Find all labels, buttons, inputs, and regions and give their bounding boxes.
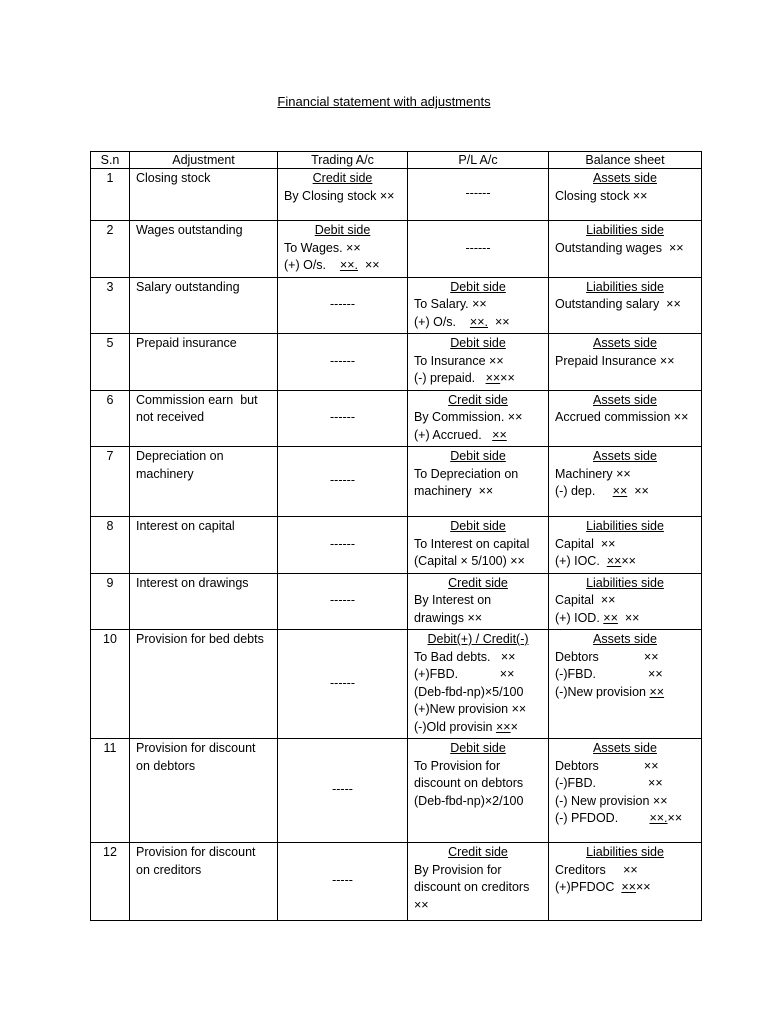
cell-pl-side-label: Debit side bbox=[450, 336, 506, 350]
cell-sn: 2 bbox=[91, 221, 130, 278]
cell-pl-side-label: Debit(+) / Credit(-) bbox=[427, 632, 529, 646]
cell-balance-sheet-entry: (-)FBD. ×× bbox=[555, 667, 663, 681]
adjustments-table bbox=[90, 151, 702, 921]
cell-pl-entry: By Interest on bbox=[414, 593, 492, 607]
cell-pl-side-label: Credit side bbox=[448, 392, 508, 407]
cell-balance-sheet bbox=[549, 447, 702, 517]
cell-pl-side-label: Debit side bbox=[450, 449, 506, 463]
cell-pl-empty: ------ bbox=[465, 240, 491, 255]
cell-sn: 10 bbox=[91, 630, 130, 739]
cell-balance-sheet-entry: (-) PFDOD. ××.×× bbox=[555, 811, 683, 825]
cell-pl-entry: To Bad debts. ×× bbox=[414, 649, 516, 664]
table-row bbox=[91, 739, 702, 843]
cell-sn: 11 bbox=[91, 739, 130, 843]
cell-balance-sheet-side-label: Assets side bbox=[593, 741, 657, 755]
cell-balance-sheet-entry: (+)PFDOC ×××× bbox=[555, 880, 651, 894]
cell-trading-side-label: Debit side bbox=[314, 223, 371, 237]
cell-trading bbox=[278, 843, 408, 921]
cell-balance-sheet-side-label: Assets side bbox=[593, 449, 657, 463]
cell-trading-side-label: Credit side bbox=[312, 171, 373, 185]
cell-pl-side-label: Debit side bbox=[450, 279, 506, 294]
cell-balance-sheet-side-label: Liabilities side bbox=[586, 519, 664, 533]
table-header-row bbox=[91, 152, 702, 169]
cell-pl-entry: By Commission. ×× bbox=[414, 410, 523, 424]
header-sn: S.n bbox=[91, 152, 130, 169]
cell-pl bbox=[408, 334, 549, 391]
cell-trading-empty: ------ bbox=[330, 410, 355, 424]
cell-sn: 6 bbox=[91, 390, 130, 447]
cell-sn: 5 bbox=[91, 334, 130, 391]
cell-balance-sheet-side-label: Liabilities side bbox=[586, 575, 664, 590]
cell-balance-sheet-side-label: Assets side bbox=[593, 392, 657, 407]
cell-balance-sheet bbox=[549, 277, 702, 334]
cell-pl-entry: (Deb-fbd-np)×2/100 bbox=[414, 793, 524, 808]
table-row bbox=[91, 169, 702, 221]
cell-trading bbox=[278, 447, 408, 517]
cell-balance-sheet-side-label: Liabilities side bbox=[586, 845, 664, 859]
cell-pl-entry: To Insurance ×× bbox=[414, 353, 504, 368]
cell-sn: 1 bbox=[91, 169, 130, 221]
cell-pl bbox=[408, 221, 549, 278]
table-row bbox=[91, 390, 702, 447]
cell-pl-entry: To Salary. ×× bbox=[414, 297, 487, 311]
cell-balance-sheet-side-label: Assets side bbox=[593, 632, 657, 646]
cell-adjustment: Salary outstanding bbox=[130, 277, 278, 334]
cell-balance-sheet bbox=[549, 390, 702, 447]
cell-balance-sheet-entry: (-)New provision ×× bbox=[555, 684, 665, 699]
cell-sn: 7 bbox=[91, 447, 130, 517]
cell-adjustment: Closing stock bbox=[130, 169, 278, 221]
cell-pl bbox=[408, 843, 549, 921]
document-title: Financial statement with adjustments bbox=[277, 94, 491, 109]
cell-balance-sheet bbox=[549, 334, 702, 391]
cell-pl bbox=[408, 390, 549, 447]
cell-pl-entry: ×× bbox=[414, 897, 429, 912]
cell-sn: 8 bbox=[91, 517, 130, 574]
cell-balance-sheet bbox=[549, 739, 702, 843]
cell-sn: 12 bbox=[91, 843, 130, 921]
cell-pl-entry: (Capital × 5/100) ×× bbox=[414, 554, 525, 568]
cell-pl bbox=[408, 277, 549, 334]
table-body bbox=[91, 169, 702, 921]
cell-balance-sheet-side-label: Liabilities side bbox=[586, 223, 664, 237]
cell-pl-entry: (+)New provision ×× bbox=[414, 702, 527, 716]
cell-pl-entry: To Interest on capital bbox=[414, 536, 530, 551]
cell-balance-sheet bbox=[549, 221, 702, 278]
table-row bbox=[91, 334, 702, 391]
table-row bbox=[91, 221, 702, 278]
cell-pl-side-label: Credit side bbox=[448, 575, 508, 590]
cell-balance-sheet bbox=[549, 169, 702, 221]
cell-trading-empty: ------ bbox=[330, 353, 355, 368]
cell-trading bbox=[278, 390, 408, 447]
cell-trading bbox=[278, 517, 408, 574]
cell-trading-entry: (+) O/s. ××. ×× bbox=[284, 258, 380, 272]
cell-pl-entry: discount on debtors bbox=[414, 776, 524, 790]
cell-pl-entry: To Depreciation on bbox=[414, 466, 519, 481]
cell-trading bbox=[278, 334, 408, 391]
cell-pl bbox=[408, 517, 549, 574]
cell-sn: 3 bbox=[91, 277, 130, 334]
cell-balance-sheet-entry: Creditors ×× bbox=[555, 862, 638, 877]
table-row bbox=[91, 517, 702, 574]
cell-pl bbox=[408, 447, 549, 517]
cell-trading-empty: ------ bbox=[330, 473, 355, 488]
table-row bbox=[91, 843, 702, 921]
cell-adjustment: Wages outstanding bbox=[130, 221, 278, 278]
cell-adjustment: Interest on capital bbox=[130, 517, 278, 574]
cell-balance-sheet-entry: Prepaid Insurance ×× bbox=[555, 353, 675, 368]
cell-pl-entry: drawings ×× bbox=[414, 610, 483, 625]
cell-trading-empty: ------ bbox=[330, 593, 355, 607]
cell-balance-sheet bbox=[549, 630, 702, 739]
cell-pl-empty: ------ bbox=[465, 186, 491, 201]
cell-pl-entry: (+) O/s. ××. ×× bbox=[414, 314, 510, 329]
cell-pl-entry: (+)FBD. ×× bbox=[414, 667, 515, 681]
cell-trading bbox=[278, 277, 408, 334]
cell-pl-entry: (-) prepaid. ×××× bbox=[414, 371, 515, 385]
cell-sn: 9 bbox=[91, 573, 130, 630]
cell-pl-side-label: Debit side bbox=[450, 519, 506, 533]
cell-balance-sheet-side-label: Assets side bbox=[593, 336, 657, 350]
cell-adjustment: Depreciation on machinery bbox=[130, 447, 278, 517]
cell-pl bbox=[408, 169, 549, 221]
cell-balance-sheet bbox=[549, 517, 702, 574]
cell-adjustment: Provision for discount on creditors bbox=[130, 843, 278, 921]
header-balance-sheet: Balance sheet bbox=[549, 152, 702, 169]
cell-balance-sheet-entry: (-)FBD. ×× bbox=[555, 776, 663, 790]
cell-balance-sheet-entry: Outstanding salary ×× bbox=[555, 297, 681, 311]
cell-balance-sheet-entry: Closing stock ×× bbox=[555, 188, 648, 203]
cell-balance-sheet-entry: (-) New provision ×× bbox=[555, 793, 668, 808]
cell-pl-entry: To Provision for bbox=[414, 758, 501, 773]
cell-pl-entry: machinery ×× bbox=[414, 484, 494, 498]
cell-balance-sheet bbox=[549, 573, 702, 630]
table-row bbox=[91, 447, 702, 517]
cell-balance-sheet-side-label: Assets side bbox=[593, 171, 657, 185]
cell-trading bbox=[278, 573, 408, 630]
cell-trading-empty: ------ bbox=[330, 675, 355, 690]
cell-pl-entry: (Deb-fbd-np)×5/100 bbox=[414, 684, 524, 699]
cell-balance-sheet-entry: Debtors ×× bbox=[555, 758, 659, 773]
header-adjustment: Adjustment bbox=[130, 152, 278, 169]
cell-trading-empty: ------ bbox=[330, 536, 355, 551]
cell-pl bbox=[408, 630, 549, 739]
cell-adjustment: Interest on drawings bbox=[130, 573, 278, 630]
cell-trading bbox=[278, 169, 408, 221]
cell-pl-side-label: Debit side bbox=[450, 741, 506, 755]
cell-balance-sheet-entry: (+) IOD. ×× ×× bbox=[555, 610, 640, 625]
table-row bbox=[91, 630, 702, 739]
cell-pl bbox=[408, 573, 549, 630]
header-trading: Trading A/c bbox=[278, 152, 408, 169]
table-row bbox=[91, 277, 702, 334]
cell-trading-empty: ----- bbox=[332, 873, 353, 888]
cell-trading-empty: ------ bbox=[330, 297, 355, 311]
cell-balance-sheet-side-label: Liabilities side bbox=[586, 279, 664, 294]
cell-balance-sheet-entry: Accrued commission ×× bbox=[555, 410, 689, 424]
cell-balance-sheet-entry: (-) dep. ×× ×× bbox=[555, 484, 649, 498]
cell-adjustment: Provision for bed debts bbox=[130, 630, 278, 739]
cell-balance-sheet bbox=[549, 843, 702, 921]
cell-adjustment: Provision for discount on debtors bbox=[130, 739, 278, 843]
cell-pl-entry: By Provision for bbox=[414, 862, 502, 877]
cell-pl-entry: (-)Old provisin ××× bbox=[414, 719, 518, 734]
cell-adjustment: Commission earn but not received bbox=[130, 390, 278, 447]
cell-balance-sheet-entry: Machinery ×× bbox=[555, 466, 631, 481]
cell-trading bbox=[278, 739, 408, 843]
cell-balance-sheet-entry: Capital ×× bbox=[555, 536, 616, 551]
cell-trading-entry: To Wages. ×× bbox=[284, 240, 361, 255]
cell-trading bbox=[278, 221, 408, 278]
cell-balance-sheet-entry: (+) IOC. ×××× bbox=[555, 554, 636, 568]
cell-pl bbox=[408, 739, 549, 843]
cell-pl-entry: (+) Accrued. ×× bbox=[414, 427, 507, 442]
header-pl: P/L A/c bbox=[408, 152, 549, 169]
cell-trading-empty: ----- bbox=[332, 782, 353, 797]
cell-balance-sheet-entry: Debtors ×× bbox=[555, 649, 659, 664]
cell-pl-entry: discount on creditors bbox=[414, 880, 530, 894]
cell-balance-sheet-entry: Outstanding wages ×× bbox=[555, 240, 684, 255]
cell-trading bbox=[278, 630, 408, 739]
table-row bbox=[91, 573, 702, 630]
cell-balance-sheet-entry: Capital ×× bbox=[555, 593, 616, 607]
cell-trading-entry: By Closing stock ×× bbox=[284, 188, 395, 203]
cell-adjustment: Prepaid insurance bbox=[130, 334, 278, 391]
cell-pl-side-label: Credit side bbox=[448, 845, 508, 859]
